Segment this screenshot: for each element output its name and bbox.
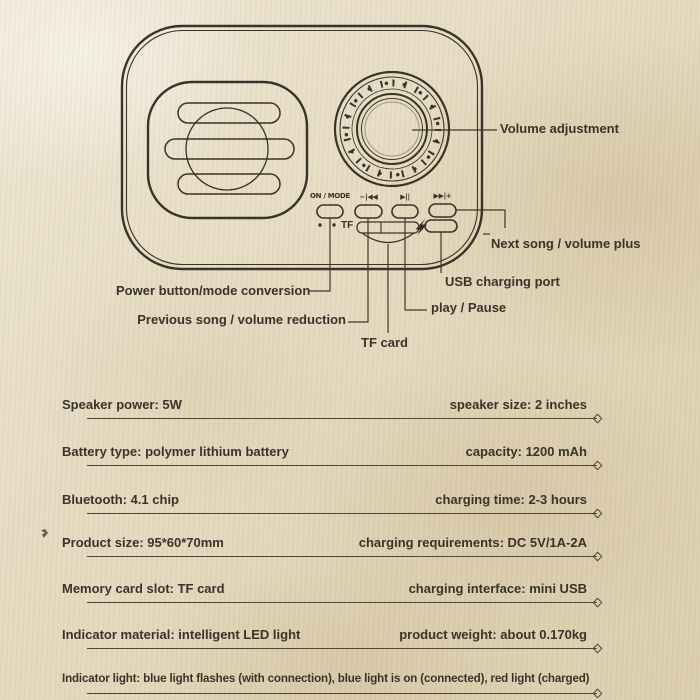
speaker-grille	[148, 82, 307, 218]
led-dot-icon	[332, 223, 335, 226]
spec-underline	[87, 465, 597, 466]
callout-power-label: Power button/mode conversion	[116, 283, 311, 298]
spec-full-text: Indicator light: blue light flashes (with connection), blue light is on (connected), red light (charged)	[62, 672, 590, 685]
diamond-marker	[593, 461, 603, 471]
spec-underline	[87, 648, 597, 649]
spec-right: charging interface: mini USB	[408, 581, 587, 596]
spec-row	[0, 397, 700, 423]
spec-underline	[87, 602, 597, 603]
control-buttons	[317, 204, 457, 243]
diamond-marker	[593, 552, 603, 562]
spec-row	[0, 627, 700, 653]
power-button-drawing	[317, 205, 343, 218]
callout-volume-label: Volume adjustment	[500, 121, 619, 136]
knob-dot-ring	[346, 83, 438, 175]
next-print-icon: ▶▶|+	[433, 192, 452, 200]
spec-left: Speaker power: 5W	[62, 397, 182, 412]
volume-knob	[335, 72, 449, 186]
diamond-marker	[593, 689, 603, 699]
play-print-icon: ▶||	[400, 193, 410, 201]
spec-row	[0, 535, 700, 561]
spec-left: Bluetooth: 4.1 chip	[62, 492, 179, 507]
usb-port-drawing	[425, 220, 457, 232]
spec-right: speaker size: 2 inches	[449, 397, 587, 412]
power-mode-print-label: ON / MODE	[309, 192, 351, 200]
spec-row-indicator-light	[0, 672, 700, 698]
spec-left: Indicator material: intelligent LED light	[62, 627, 301, 642]
callout-usb-label: USB charging port	[445, 274, 560, 289]
led-dot-icon	[318, 223, 321, 226]
spec-right: charging requirements: DC 5V/1A-2A	[358, 535, 587, 550]
knob-tick-ring	[346, 83, 438, 175]
speaker-cone-circle	[186, 108, 268, 190]
diamond-marker	[593, 509, 603, 519]
speaker-body-outline	[122, 26, 482, 269]
diamond-marker	[593, 414, 603, 424]
next-button-drawing	[429, 204, 456, 217]
spec-underline	[87, 513, 597, 514]
diamond-marker	[593, 598, 603, 608]
callout-play-label: play / Pause	[431, 300, 507, 315]
prev-print-icon: −|◀◀	[359, 193, 378, 201]
spec-underline	[87, 418, 597, 419]
callout-next-label: Next song / volume plus	[491, 236, 641, 251]
play-button-drawing	[392, 205, 418, 218]
spec-row	[0, 581, 700, 607]
spec-underline	[87, 693, 597, 694]
callout-tf-label: TF card	[361, 335, 408, 350]
spec-left: Memory card slot: TF card	[62, 581, 225, 596]
tf-card-slot-drawing	[357, 222, 419, 243]
callout-line-power	[309, 218, 330, 291]
spec-underline	[87, 556, 597, 557]
tf-print-label: TF	[341, 220, 354, 231]
spec-right: product weight: about 0.170kg	[399, 627, 587, 642]
spec-left: Battery type: polymer lithium battery	[62, 444, 289, 459]
spec-right: capacity: 1200 mAh	[465, 444, 587, 459]
prev-button-drawing	[355, 205, 382, 218]
spec-right: charging time: 2-3 hours	[435, 492, 587, 507]
diamond-marker	[593, 644, 603, 654]
spec-row	[0, 492, 700, 518]
spec-left: Product size: 95*60*70mm	[62, 535, 224, 550]
spec-row	[0, 444, 700, 470]
callout-previous-label: Previous song / volume reduction	[137, 312, 346, 327]
